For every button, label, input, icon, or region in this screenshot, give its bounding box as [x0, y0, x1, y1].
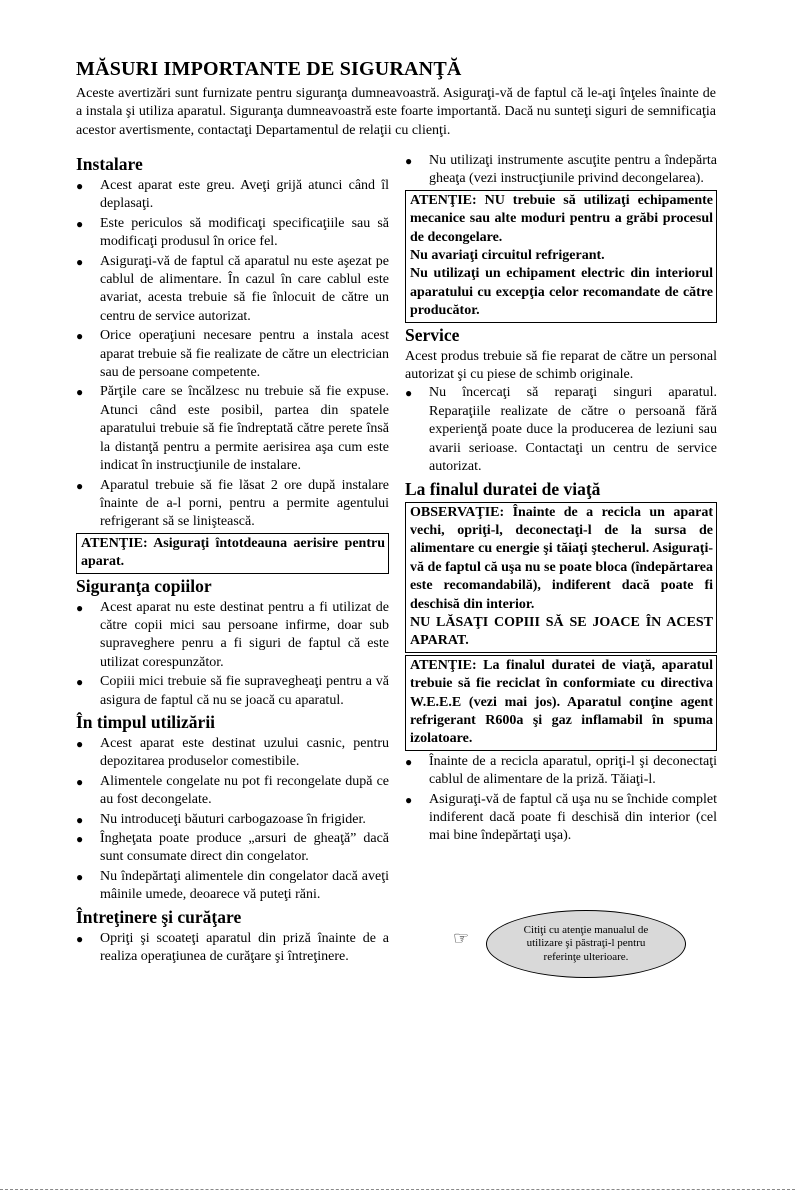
observation-box: OBSERVAŢIE: Înainte de a recicla un aparat vechi, opriţi-l, deconectaţi-l de la sursa de alimentare cu energie şi tăiaţi ştecherul. Asiguraţi-vă de faptul că uşa nu se poate bloca (îndepărtarea este recomandabilă), indiferent dacă poate fi deschisă din interior. NU LĂSAŢI COPIII SĂ SE JOACE ÎN ACEST APARAT.	[405, 502, 717, 653]
list-utilizare	[76, 735, 389, 905]
read-manual-note	[453, 910, 693, 980]
list-item: ● Înainte de a recicla aparatul, opriţi-l şi deconectaţi cablul de alimentare de la priză. Tăiaţi-l.	[405, 753, 717, 788]
left-column	[76, 152, 389, 967]
list-item: ● Asiguraţi-vă de faptul că aparatul nu este aşezat pe cablul de alimentare. În cazul în care cablul este avariat, acesta trebuie să fie înlocuit de către un centru de service autorizat.	[76, 253, 389, 324]
intro-paragraph: Aceste avertizări sunt furnizate pentru siguranţa dumneavoastră. Asiguraţi-vă de faptul că le-aţi înţeles înainte de a instala şi utiliza aparatul. Siguranţa dumneavoastră este foarte importantă. Dacă nu sunteţi siguri de semnificaţia acestor avertismente, contactaţi Departamentul de relaţii cu clienţi.	[76, 86, 716, 138]
list-item: ● Alimentele congelate nu pot fi recongelate după ce au fost decongelate.	[76, 773, 389, 808]
bullet-icon: ●	[76, 254, 84, 269]
bullet-icon: ●	[76, 774, 84, 789]
page-header	[76, 58, 716, 140]
bullet-icon: ●	[405, 154, 413, 168]
bullet-icon: ●	[76, 600, 84, 615]
bullet-icon: ●	[76, 812, 84, 827]
list-instalare	[76, 177, 389, 532]
list-item: ● Acest aparat este destinat uzului casnic, pentru depozitarea produselor comestibile.	[76, 735, 389, 770]
section-heading-service: Service	[405, 324, 460, 345]
bullet-icon: ●	[76, 675, 84, 690]
list-item: ● Copiii mici trebuie să fie supravegheaţi pentru a vă asigura de faptul că nu se joacă cu aparatul.	[76, 674, 389, 708]
list-item: ● Asiguraţi-vă de faptul că uşa nu se închide complet indiferent dacă poate fi deschisă din interior (cel mai bine îndepărtaţi uşa).	[405, 791, 717, 844]
note-ellipse	[486, 910, 686, 978]
bullet-icon: ●	[76, 736, 84, 751]
warning-box-decongelare: ATENŢIE: NU trebuie să utilizaţi echipamente mecanice sau alte moduri pentru a grăbi procesul de decongelare. Nu avariaţi circuitul refrigerant. Nu utilizaţi un echipament electric din interiorul aparatului cu excepţia celor recomandate de către producător.	[405, 190, 717, 323]
list-defrost	[405, 152, 717, 189]
right-column	[405, 152, 717, 847]
list-item: ● Nu îndepărtaţi alimentele din congelator dacă aveţi mâinile umede, deoarece vă puteţi răni.	[76, 868, 389, 903]
warning-box-weee: ATENŢIE: La finalul duratei de viaţă, aparatul trebuie să fie reciclat în conformiate cu directiva W.E.E.E (vezi mai jos). Aparatul conţine agent refrigerant R600a şi gaz inflamabil în spuma izolatoare.	[405, 655, 717, 751]
bullet-icon: ●	[76, 216, 84, 231]
list-item: ● Aparatul trebuie să fie lăsat 2 ore după instalare înainte de a-l porni, pentru a permite agentului refrigerant să se liniştească.	[76, 477, 389, 530]
list-final	[405, 753, 717, 846]
bullet-icon: ●	[76, 832, 84, 846]
list-item: ● Este periculos să modificaţi specificaţiile sau să modificaţi produsul în orice fel.	[76, 215, 389, 250]
pointing-hand-icon: ☞	[453, 928, 470, 949]
list-item: ● Îngheţata poate produce „arsuri de gheaţă” dacă sunt consumate direct din congelator.	[76, 831, 389, 865]
note-text: Citiţi cu atenţie manualul de utilizare şi păstraţi-l pentru referinţe ulterioare.	[523, 923, 649, 963]
list-item: ● Opriţi şi scoateţi aparatul din priză înainte de a realiza operaţiunea de curăţare şi întreţinere.	[76, 930, 389, 965]
list-item: ● Acest aparat nu este destinat pentru a fi utilizat de către copii mici sau persoane infirme, doar sub supraveghere penru a fi siguri de faptul că este utilizat corespunzător.	[76, 599, 389, 670]
page-bottom-rule	[0, 1189, 795, 1190]
section-heading-intretinere: Întreţinere şi curăţare	[76, 906, 242, 927]
section-heading-utilizare: În timpul utilizării	[76, 711, 216, 732]
list-item: ● Nu utilizaţi instrumente ascuţite pentru a îndepărta gheaţa (vezi instrucţiunile privind decongelarea).	[405, 153, 717, 187]
list-service	[405, 384, 717, 476]
bullet-icon: ●	[76, 478, 84, 493]
bullet-icon: ●	[76, 931, 84, 946]
page-title: MĂSURI IMPORTANTE DE SIGURANŢĂ	[76, 58, 462, 80]
warning-box-aerisire: ATENŢIE: Asiguraţi întotdeauna aerisire pentru aparat.	[76, 533, 389, 574]
bullet-icon: ●	[405, 792, 413, 807]
list-item: ● Nu încercaţi să reparaţi singuri aparatul. Reparaţiile realizate de către o persoană fără experienţă poate duce la producerea de leziuni sau avarii serioase. Contactaţi un centru de service autorizat.	[405, 385, 717, 475]
bullet-icon: ●	[76, 869, 84, 884]
bullet-icon: ●	[76, 385, 84, 400]
list-copii	[76, 599, 389, 710]
service-paragraph: Acest produs trebuie să fie reparat de către un personal autorizat şi cu piese de schimb originale.	[405, 348, 717, 383]
bullet-icon: ●	[405, 386, 413, 401]
bullet-icon: ●	[76, 329, 84, 344]
bullet-icon: ●	[405, 754, 413, 769]
list-intretinere	[76, 930, 389, 967]
list-item: ● Nu introduceţi băuturi carbogazoase în frigider.	[76, 811, 389, 829]
section-heading-final: La finalul duratei de viaţă	[405, 478, 601, 499]
list-item: ● Părţile care se încălzesc nu trebuie să fie expuse. Atunci când este posibil, partea din spatele aparatului trebuie să fie îndreptată către perete însă la distanţă pentru a permite aerisirea aşa cum este indicat în instrucţiunile de instalare.	[76, 384, 389, 474]
list-item: ● Acest aparat este greu. Aveţi grijă atunci când îl deplasaţi.	[76, 178, 389, 212]
section-heading-instalare: Instalare	[76, 154, 143, 174]
section-heading-copii: Siguranţa copiilor	[76, 575, 212, 596]
bullet-icon: ●	[76, 179, 84, 193]
list-item: ● Orice operaţiuni necesare pentru a instala acest aparat trebuie să fie realizate de către un electrician sau de persoane competente.	[76, 328, 389, 381]
